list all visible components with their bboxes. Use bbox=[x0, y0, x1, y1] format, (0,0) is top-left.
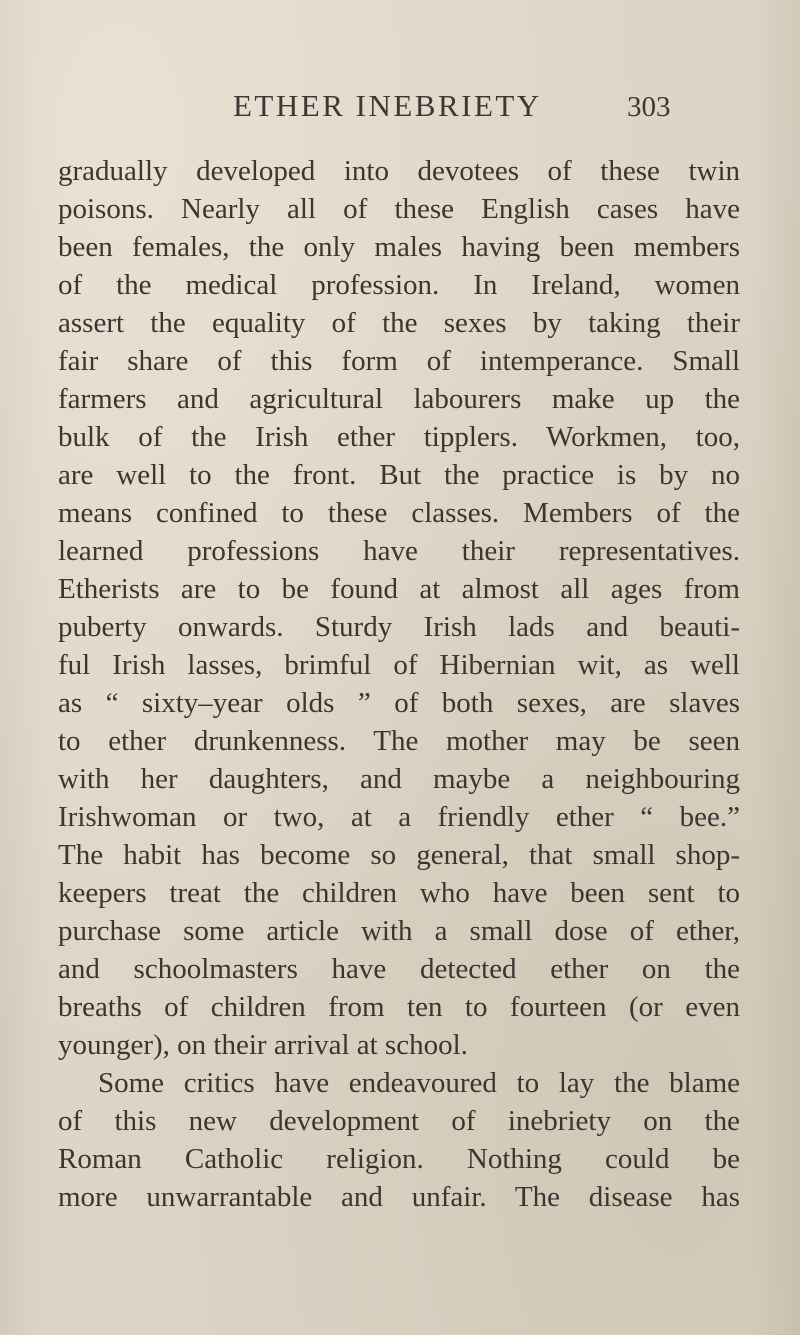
text-line: keepers treat the children who have been sent to bbox=[58, 877, 740, 909]
text-line: The habit has become so general, that small shop- bbox=[58, 839, 740, 871]
text-line: more unwarrantable and unfair. The disease has bbox=[58, 1181, 740, 1213]
text-line: are well to the front. But the practice is by no bbox=[58, 459, 740, 491]
text-line: younger), on their arrival at school. bbox=[58, 1029, 468, 1061]
text-line: Roman Catholic religion. Nothing could be bbox=[58, 1143, 740, 1175]
page-number: 303 bbox=[627, 91, 671, 123]
text-line: poisons. Nearly all of these English cases have bbox=[58, 193, 740, 225]
text-line: farmers and agricultural labourers make up the bbox=[58, 383, 740, 415]
text-line: assert the equality of the sexes by taking their bbox=[58, 307, 740, 339]
text-line: means confined to these classes. Members of the bbox=[58, 497, 740, 529]
running-head: ETHER INEBRIETY bbox=[233, 88, 542, 123]
text-line: with her daughters, and maybe a neighbouring bbox=[58, 763, 740, 795]
text-line: Irishwoman or two, at a friendly ether “ bee.” bbox=[58, 801, 740, 833]
text-line: gradually developed into devotees of these twin bbox=[58, 155, 740, 187]
text-line: Etherists are to be found at almost all ages from bbox=[58, 573, 740, 605]
text-line: bulk of the Irish ether tipplers. Workmen, too, bbox=[58, 421, 740, 453]
text-line: breaths of children from ten to fourteen (or even bbox=[58, 991, 740, 1023]
text-line: and schoolmasters have detected ether on the bbox=[58, 953, 740, 985]
text-line: learned professions have their representatives. bbox=[58, 535, 740, 567]
body-text bbox=[58, 152, 740, 1216]
text-line: of the medical profession. In Ireland, women bbox=[58, 269, 740, 301]
text-line: ful Irish lasses, brimful of Hibernian wit, as well bbox=[58, 649, 740, 681]
text-line: Some critics have endeavoured to lay the blame bbox=[98, 1067, 740, 1099]
text-line: to ether drunkenness. The mother may be seen bbox=[58, 725, 740, 757]
text-line: purchase some article with a small dose of ether, bbox=[58, 915, 740, 947]
text-line: as “ sixty–year olds ” of both sexes, are slaves bbox=[58, 687, 740, 719]
text-line: been females, the only males having been members bbox=[58, 231, 740, 263]
text-line: fair share of this form of intemperance. Small bbox=[58, 345, 740, 377]
text-line: puberty onwards. Sturdy Irish lads and beauti- bbox=[58, 611, 740, 643]
text-line: of this new development of inebriety on the bbox=[58, 1105, 740, 1137]
